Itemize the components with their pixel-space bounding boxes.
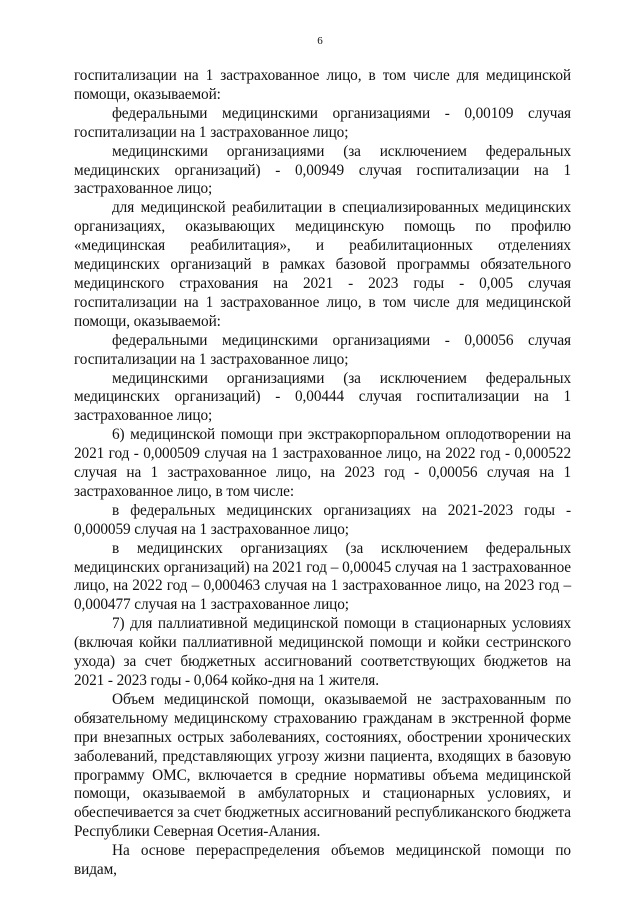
paragraph: федеральными медицинскими организациями - 0,00056 случая госпитализации на 1 застрахованное лицо; [74, 331, 571, 368]
paragraph: 6) медицинской помощи при экстракорпоральном оплодотворении на 2021 год - 0,000509 случая на 1 застрахованное лицо, на 2022 год - 0,000522 случая на 1 застрахованное лицо, на 2023 год - 0,00056 случая на 1 застрахованное лицо, в том числе: [74, 426, 571, 500]
paragraph: медицинскими организациями (за исключением федеральных медицинских организаций) - 0,00949 случая госпитализации на 1 застрахованное лицо; [74, 142, 571, 198]
document-body [74, 67, 571, 880]
paragraph: для медицинской реабилитации в специализированных медицинских организациях, оказывающих медицинскую помощь по профилю «медицинская реабилитация», и реабилитационных отделениях медицинских организаций в рамках базовой программы обязательного медицинского страхования на 2021 - 2023 годы - 0,005 случая госпитализации на 1 застрахованное лицо, в том числе для медицинской помощи, оказываемой: [74, 199, 571, 330]
paragraph: 7) для паллиативной медицинской помощи в стационарных условиях (включая койки паллиативной медицинской помощи и койки сестринского ухода) за счет бюджетных ассигнований соответствующих бюджетов на 2021 - 2023 годы - 0,064 койко-дня на 1 жителя. [74, 615, 571, 689]
paragraph-continuation: госпитализации на 1 застрахованное лицо, в том числе для медицинской помощи, оказываемой: [74, 67, 571, 103]
page-number: 6 [317, 35, 323, 47]
paragraph: федеральными медицинскими организациями - 0,00109 случая госпитализации на 1 застрахованное лицо; [74, 104, 571, 141]
paragraph: медицинскими организациями (за исключением федеральных медицинских организаций) - 0,00444 случая госпитализации на 1 застрахованное лицо; [74, 369, 571, 425]
paragraph: в медицинских организациях (за исключением федеральных медицинских организаций) на 2021 год – 0,00045 случая на 1 застрахованное лицо, на 2022 год – 0,000463 случая на 1 застрахованное лицо, на 2023 год – 0,000477 случая на 1 застрахованное лицо; [74, 539, 571, 614]
paragraph: в федеральных медицинских организациях на 2021-2023 годы - 0,000059 случая на 1 застрахованное лицо; [74, 501, 571, 538]
paragraph: На основе перераспределения объемов медицинской помощи по видам, [74, 842, 571, 879]
paragraph: Объем медицинской помощи, оказываемой не застрахованным по обязательному медицинскому страхованию гражданам в экстренной форме при внезапных острых заболеваниях, состояниях, обострении хронических заболеваний, представляющих угрозу жизни пациента, входящих в базовую программу ОМС, включается в средние нормативы объема медицинской помощи, оказываемой в амбулаторных и стационарных условиях, и обеспечивается за счет бюджетных ассигнований республиканского бюджета Республики Северная Осетия-Алания. [74, 690, 571, 841]
